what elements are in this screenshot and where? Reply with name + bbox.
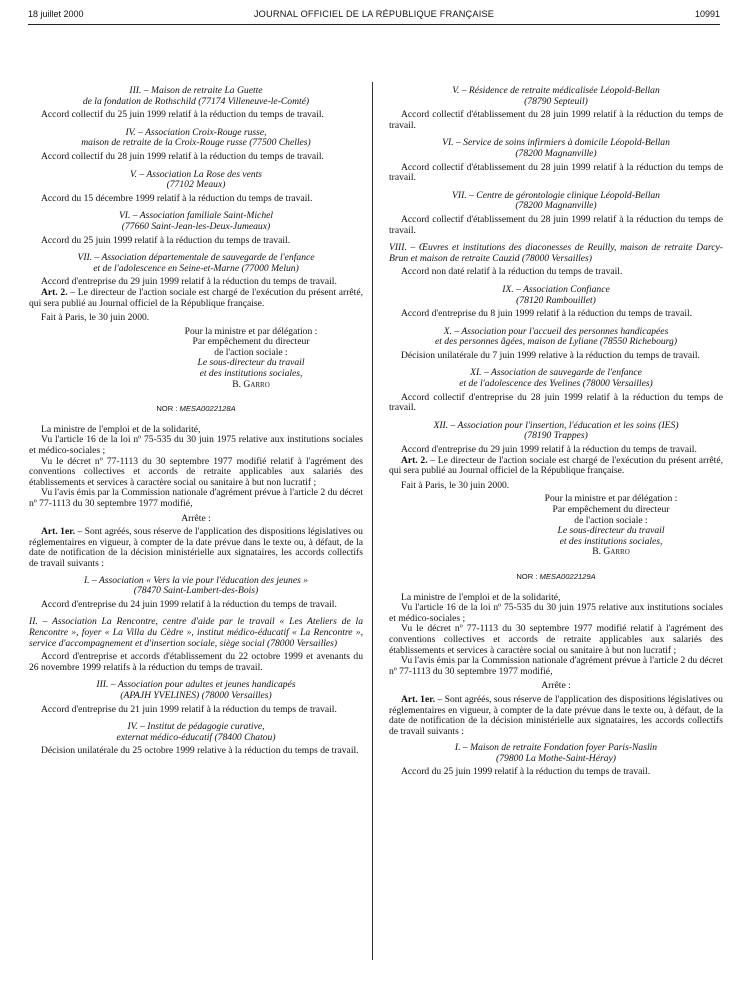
- intro-line: Vu l'avis émis par la Commission nationale d'agrément prévue à l'article 2 du décret nº 77-1113 du 30 septembre 1977 modifié,: [29, 487, 363, 509]
- intro-line: Vu l'article 16 de la loi nº 75-535 du 30 juin 1975 relative aux institutions sociales et médico-sociales ;: [389, 602, 723, 624]
- section-title: IV. – Institut de pédagogie curative, externat médico-éducatif (78400 Chatou): [116, 721, 276, 743]
- section-text: Accord du 15 décembre 1999 relatif à la réduction du temps de travail.: [41, 192, 313, 204]
- section-text: Accord d'entreprise du 29 juin 1999 relatif à la réduction du temps de travail.: [401, 444, 697, 456]
- section-title: I. – Maison de retraite Fondation foyer Paris-Naslin (79800 La Mothe-Saint-Héray): [454, 742, 658, 764]
- section-text: Accord d'entreprise et accords d'établissement du 22 octobre 1999 et avenants du 26 novembre 1999 relatifs à la réduction du temps de travail.: [29, 651, 363, 673]
- arrete-heading: Arrête :: [541, 680, 571, 692]
- signatory-name: B. Garro: [232, 378, 270, 390]
- intro-line: La ministre de l'emploi et de la solidarité,: [41, 423, 201, 435]
- section-title: VII. – Association départementale de sauvegarde de l'enfance et de l'adolescence en Seine-et-Marne (77000 Melun): [77, 252, 315, 274]
- section-text: Accord collectif d'entreprise du 28 juin 1999 relatif à la réduction du temps de travail.: [389, 391, 723, 414]
- intro-line: La ministre de l'emploi et de la solidarité,: [401, 591, 561, 603]
- nor-reference: NOR : MESA0022128A: [156, 404, 236, 414]
- section: [389, 285, 723, 320]
- header-rule: [28, 24, 720, 25]
- section-title: V. – Association La Rose des vents (77102 Meaux): [129, 168, 263, 191]
- section-text: Décision unilatérale du 25 octobre 1999 relative à la réduction du temps de travail.: [41, 745, 359, 757]
- section-title: III. – Maison de retraite La Guette de la fondation de Rothschild (77174 Villeneuve-le-Comté): [82, 85, 310, 107]
- section-title: XI. – Association de sauvegarde de l'enfance et de l'adolescence des Yvelines (78000 Versailles): [459, 367, 653, 390]
- intro-line: Vu l'avis émis par la Commission nationale d'agrément prévue à l'article 2 du décret nº 77-1113 du 30 septembre 1977 modifié,: [389, 655, 723, 677]
- section-title: X. – Association pour l'accueil des personnes handicapées et des personnes âgées, maison de Lyliane (78550 Richebourg): [434, 325, 678, 348]
- section-title: V. – Résidence de retraite médicalisée Léopold-Bellan (78790 Septeuil): [452, 85, 660, 107]
- section: [29, 722, 363, 757]
- section: [389, 86, 723, 131]
- signature-date: Fait à Paris, le 30 juin 2000.: [41, 312, 150, 324]
- section-text: Accord d'entreprise du 29 juin 1999 relatif à la réduction du temps de travail.: [41, 276, 337, 288]
- section-title: XII. – Association pour l'insertion, l'éducation et les soins (IES) (78190 Trappes): [433, 419, 679, 442]
- section: [29, 617, 363, 673]
- section: [29, 576, 363, 611]
- nor-reference: NOR : MESA0022129A: [516, 571, 596, 581]
- section: [389, 368, 723, 413]
- section: [29, 170, 363, 205]
- section-title: VI. – Association familiale Saint-Michel (77660 Saint-Jean-les-Deux-Jumeaux): [118, 210, 274, 232]
- section: [389, 421, 723, 456]
- section-text: Accord d'entreprise du 24 juin 1999 relatif à la réduction du temps de travail.: [41, 598, 337, 610]
- section: [29, 128, 363, 163]
- right-column: [389, 86, 723, 785]
- section: [29, 680, 363, 715]
- article-2: Art. 2. – Le directeur de l'action sociale est chargé de l'exécution du présent arrêté, qui sera publié au Journal officiel de la République française.: [29, 286, 364, 309]
- signatory-name: B. Garro: [592, 546, 630, 558]
- column-divider: [372, 82, 373, 960]
- section: [389, 743, 723, 778]
- article-2: Art. 2. – Le directeur de l'action sociale est chargé de l'exécution du présent arrêté, qui sera publié au Journal officiel de la République française.: [389, 454, 724, 477]
- section: [389, 243, 723, 278]
- section-title: III. – Association pour adultes et jeunes handicapés (APAJH YVELINES) (78000 Versailles): [96, 679, 296, 701]
- article-1: Art. 1er. – Sont agréés, sous réserve de l'application des dispositions législatives ou réglementaires en vigueur, à compter de la date prévue dans le texte ou, à défaut, de la date de notification de la décision ministérielle aux signataires, les accords collectifs de travail suivants :: [29, 526, 363, 569]
- section-text: Accord non daté relatif à la réduction du temps de travail.: [401, 266, 623, 278]
- section-title: VI. – Service de soins infirmiers à domicile Léopold-Bellan (78200 Magnanville): [442, 137, 670, 159]
- intro-line: Vu le décret nº 77-1113 du 30 septembre 1977 modifié relatif à l'agrément des conventions collectives et accords de retraite applicables aux salariés des établissements et services à caractère social ou sanitaire à but non lucratif ;: [389, 623, 723, 656]
- page-number: 10991: [694, 9, 720, 19]
- section-text: Accord collectif d'établissement du 28 juin 1999 relatif à la réduction du temps de travail.: [389, 213, 723, 236]
- section-text: Accord collectif du 25 juin 1999 relatif à la réduction du temps de travail.: [41, 109, 324, 121]
- section: [389, 327, 723, 362]
- journal-title: JOURNAL OFFICIEL DE LA RÉPUBLIQUE FRANÇAISE: [253, 9, 495, 19]
- section-title: IX. – Association Confiance (78120 Rambouillet): [502, 283, 610, 306]
- section: [389, 138, 723, 183]
- section-text: Accord collectif d'établissement du 28 juin 1999 relatif à la réduction du temps de travail.: [389, 109, 723, 131]
- section-title: VII. – Centre de gérontologie clinique Léopold-Bellan (78200 Magnanville): [452, 189, 660, 212]
- signature-date: Fait à Paris, le 30 juin 2000.: [401, 479, 510, 491]
- section-text: Accord collectif d'établissement du 28 juin 1999 relatif à la réduction du temps de travail.: [389, 161, 723, 184]
- section-text: Accord du 25 juin 1999 relatif à la réduction du temps de travail.: [41, 234, 291, 246]
- section: [389, 191, 723, 236]
- signature-block: Pour la ministre et par délégation : Par empêchement du directeur de l'action sociale : Le sous-directeur du travail et des institutions sociales, B. Garro: [499, 494, 723, 558]
- article-1: Art. 1er. – Sont agréés, sous réserve de l'application des dispositions législatives ou réglementaires en vigueur, à compter de la date prévue dans le texte ou, à défaut, de la date de notification de la décision ministérielle aux signataires, les accords collectifs de travail suivants :: [389, 693, 723, 737]
- section-text: Décision unilatérale du 7 juin 1999 relative à la réduction du temps de travail.: [401, 349, 700, 361]
- section: [29, 86, 363, 121]
- section-text: Accord d'entreprise du 8 juin 1999 relatif à la réduction du temps de travail.: [401, 308, 693, 320]
- signature-block: Pour la ministre et par délégation : Par empêchement du directeur de l'action sociale : Le sous-directeur du travail et des institutions sociales, B. Garro: [139, 327, 363, 391]
- section: [29, 253, 363, 288]
- arrete-heading: Arrête :: [181, 512, 211, 524]
- section-text: Accord d'entreprise du 21 juin 1999 relatif à la réduction du temps de travail.: [41, 703, 337, 715]
- section-title: I. – Association « Vers la vie pour l'éducation des jeunes » (78470 Saint-Lambert-des-Bois): [83, 574, 309, 597]
- section-title: VIII. – Œuvres et institutions des diaconesses de Reuilly, maison de retraite Darcy-Brun et maison de retraite Cauzid (78000 Versailles): [389, 242, 723, 264]
- section-title: II. – Association La Rencontre, centre d'aide par le travail « Les Ateliers de la Rencontre », foyer « La Villa du Cèdre », institut médico-éducatif « La Rencontre », service d'accompagnement et d'insertion sociale, siège social (78000 Versailles): [29, 616, 363, 649]
- left-column: [29, 86, 363, 764]
- section-text: Accord du 25 juin 1999 relatif à la réduction du temps de travail.: [401, 766, 651, 778]
- section-title: IV. – Association Croix-Rouge russe, maison de retraite de la Croix-Rouge russe (77500 Chelles): [81, 126, 311, 149]
- section-text: Accord collectif du 28 juin 1999 relatif à la réduction du temps de travail.: [41, 150, 324, 162]
- header-date: 18 juillet 2000: [28, 9, 84, 19]
- intro-line: Vu le décret nº 77-1113 du 30 septembre 1977 modifié relatif à l'agrément des conventions collectives et accords de retraite applicables aux salariés des établissements et services à caractère social ou sanitaire à but non lucratif ;: [29, 455, 363, 488]
- page-header: [28, 9, 720, 25]
- section: [29, 211, 363, 246]
- intro-line: Vu l'article 16 de la loi nº 75-535 du 30 juin 1975 relative aux institutions sociales et médico-sociales ;: [29, 434, 363, 457]
